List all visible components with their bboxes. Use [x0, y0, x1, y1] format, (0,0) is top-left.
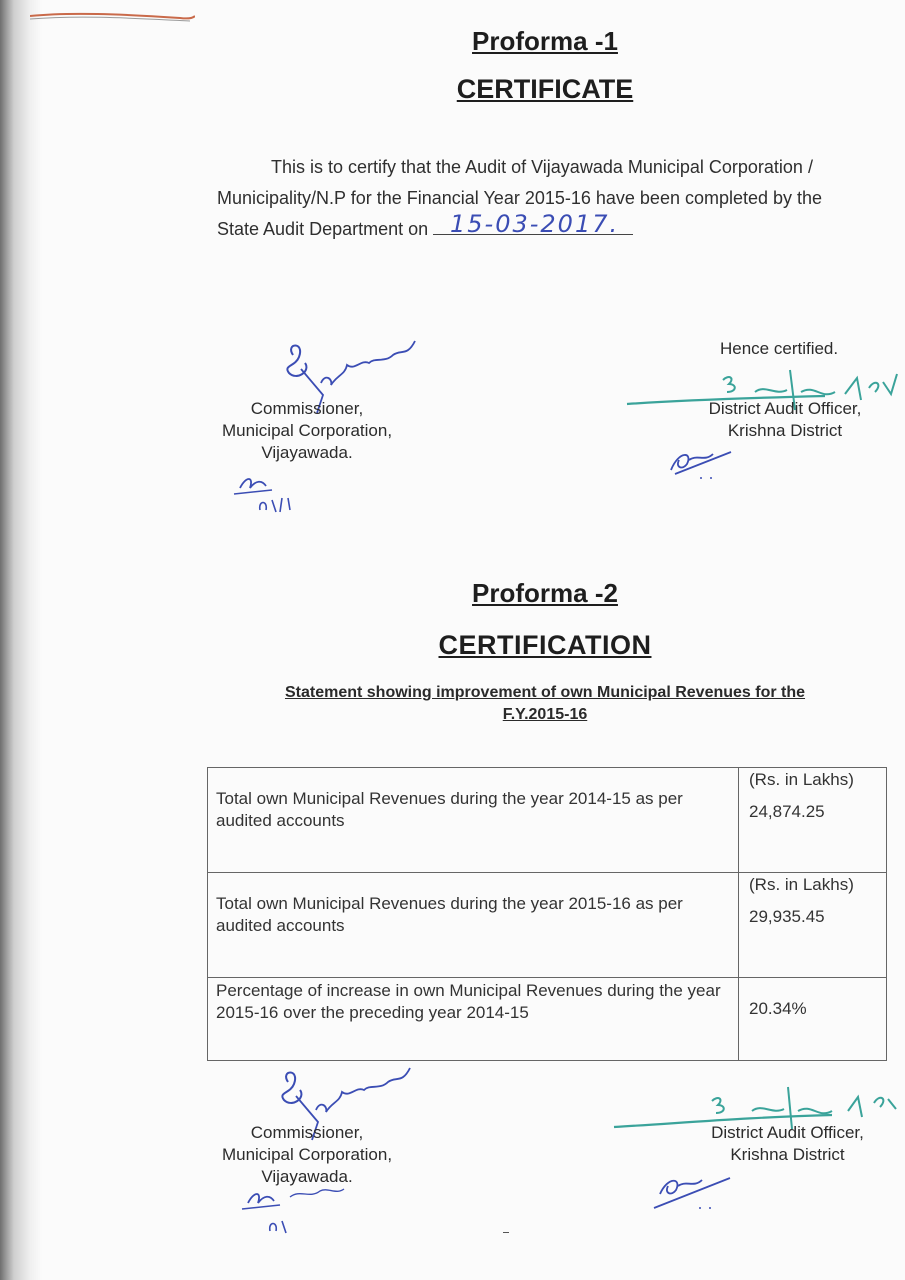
district-officer-title: District Audit Officer,: [708, 399, 862, 418]
commissioner-org: Municipal Corporation,: [221, 1145, 393, 1164]
commissioner-title: Commissioner,: [250, 399, 364, 418]
row-unit: (Rs. in Lakhs): [749, 770, 854, 789]
commissioner-block-1: [212, 398, 402, 464]
statement-line-2: F.Y.2015-16: [502, 706, 588, 723]
commissioner-initials-1: [232, 470, 302, 520]
district-officer-block-2: [700, 1122, 875, 1166]
row-value: 29,935.45: [749, 907, 825, 926]
district-officer-district: Krishna District: [727, 421, 843, 440]
paragraph-line-3: State Audit Department on: [217, 219, 429, 239]
row-value-cell: [739, 768, 887, 873]
district-officer-district: Krishna District: [730, 1145, 845, 1164]
commissioner-city: Vijayawada.: [261, 443, 353, 462]
table-row: [208, 978, 887, 1061]
district-officer-initials-1: [665, 440, 740, 485]
paragraph-line-1: This is to certify that the Audit of Vijayawada Municipal Corporation /: [271, 157, 813, 177]
district-officer-title: District Audit Officer,: [711, 1123, 864, 1142]
binding-thread: [30, 10, 195, 24]
commissioner-initials-2: [240, 1185, 350, 1240]
handwritten-date: 15-03-2017.: [450, 210, 620, 238]
proforma2-heading: Proforma -2: [472, 578, 618, 608]
paragraph-line-2: Municipality/N.P for the Financial Year 2015-16 have been completed by the: [217, 188, 823, 208]
commissioner-city: Vijayawada.: [261, 1167, 353, 1186]
commissioner-org: Municipal Corporation,: [221, 421, 393, 440]
binding-edge-shadow: [0, 0, 42, 1280]
district-officer-block-1: [700, 398, 870, 442]
row-value: 24,874.25: [749, 802, 825, 821]
row-description: Total own Municipal Revenues during the year 2014-15 as per audited accounts: [208, 768, 739, 873]
row-description: Total own Municipal Revenues during the year 2015-16 as per audited accounts: [208, 873, 739, 978]
row-description: Percentage of increase in own Municipal Revenues during the year 2015-16 over the preceding year 2014-15: [208, 978, 739, 1061]
commissioner-block-2: [212, 1122, 402, 1188]
table-row: [208, 873, 887, 978]
table-row: [208, 768, 887, 873]
row-value-cell: [739, 873, 887, 978]
statement-line-1: Statement showing improvement of own Municipal Revenues for the: [284, 684, 806, 701]
certification-title: CERTIFICATION: [438, 630, 652, 660]
certificate-title: CERTIFICATE: [456, 74, 634, 104]
district-officer-initials-2: [650, 1168, 740, 1218]
row-unit: (Rs. in Lakhs): [749, 875, 854, 894]
statement-title: [240, 682, 850, 726]
commissioner-title: Commissioner,: [250, 1123, 364, 1142]
hence-certified: Hence certified.: [720, 339, 839, 358]
row-value-cell: [739, 978, 887, 1061]
page-mark: [503, 1232, 509, 1233]
proforma1-heading: Proforma -1: [472, 26, 618, 56]
revenue-table: [207, 767, 887, 1061]
row-value: 20.34%: [749, 999, 807, 1018]
